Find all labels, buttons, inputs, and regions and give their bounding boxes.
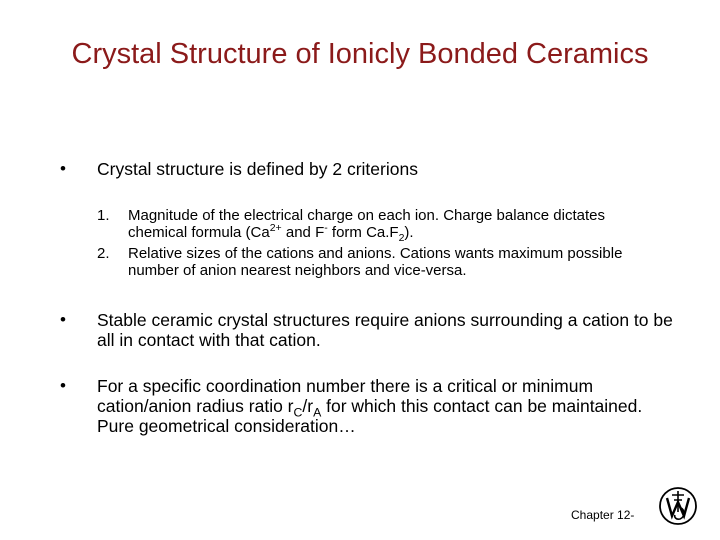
- list-number: 1.: [97, 207, 110, 224]
- criterion-text: Magnitude of the electrical charge on each ion. Charge balance dictates chemical formula ($Ca^{2+}$ and F- form $Ca.F_2$).: [128, 207, 605, 244]
- university-seal-icon: [658, 486, 698, 526]
- criterion-item-1: [97, 207, 667, 244]
- bullet-marker: •: [60, 310, 66, 329]
- list-number: 2.: [97, 245, 110, 262]
- bullet-text: Stable ceramic crystal structures require anions surrounding a cation to be all in contact with that cation.: [97, 310, 673, 350]
- criterion-text: Relative sizes of the cations and anions. Cations wants maximum possible number of anion nearest neighbors and vice-versa.: [128, 245, 623, 279]
- bullet-text: For a specific coordination number there is a critical or minimum cation/anion radius ratio $r_C/r_A$ for which this contact can be maintained. Pure geometrical consideration…: [97, 376, 643, 436]
- bullet-marker: •: [60, 159, 66, 178]
- page-title: Crystal Structure of Ionicly Bonded Ceramics: [71, 38, 649, 70]
- chapter-footer: Chapter 12-: [571, 508, 635, 522]
- bullet-text: Crystal structure is defined by 2 criterions: [97, 159, 418, 179]
- criterion-item-2: [97, 245, 667, 279]
- bullet-marker: •: [60, 376, 66, 395]
